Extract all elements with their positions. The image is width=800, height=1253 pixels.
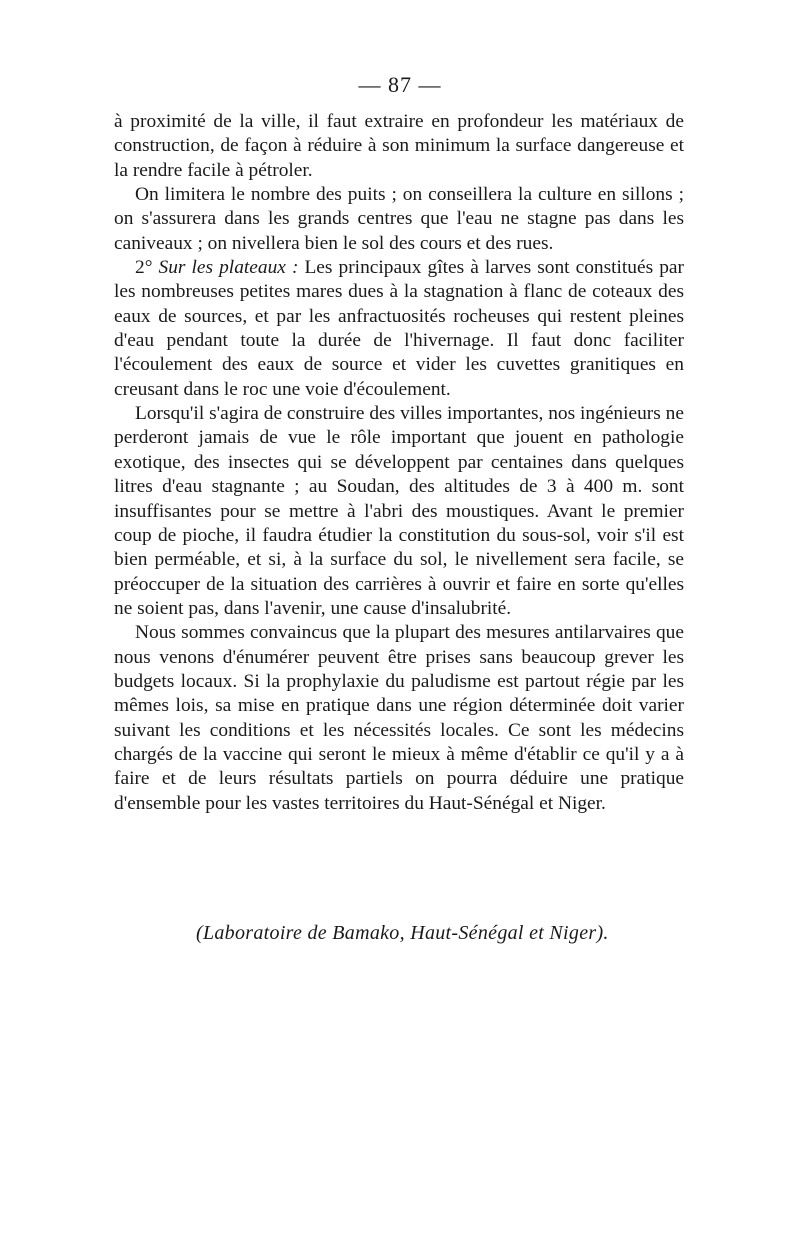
paragraph-1: à proximité de la ville, il faut extraire en profondeur les matériaux de construction, de façon à réduire à son minimum la surface dangereuse et la rendre facile à pétroler. bbox=[114, 111, 684, 181]
signature-line: (Laboratoire de Bamako, Haut-Sénégal et Niger). bbox=[196, 922, 609, 944]
section-number: 2° bbox=[135, 257, 159, 279]
paragraph-3 bbox=[114, 256, 684, 402]
paragraph-2: On limitera le nombre des puits ; on conseillera la culture en sillons ; on s'assurera dans les grands centres que l'eau ne stagne pas dans les caniveaux ; on nivellera bien le sol des cours et des rues. bbox=[114, 184, 684, 254]
paragraph-3-text: Les principaux gîtes à larves sont constitués par les nombreuses petites mares dues à la stagnation à flanc de coteaux des eaux de sources, et par les anfractuosités rocheuses qui restent pleines d'eau pendant toute la durée de l'hivernage. Il faut donc faciliter l'écoulement des eaux de source et vider les cuvettes granitiques en creusant dans le roc une voie d'écoulement. bbox=[114, 257, 684, 400]
section-heading: Sur les plateaux : bbox=[158, 257, 299, 279]
body-text bbox=[114, 110, 684, 816]
paragraph-4: Lorsqu'il s'agira de construire des villes importantes, nos ingénieurs ne perderont jamais de vue le rôle important que jouent en pathologie exotique, des insectes qui se développent par centaines dans quelques litres d'eau stagnante ; au Soudan, des altitudes de 3 à 400 m. sont insuffisantes pour se mettre à l'abri des moustiques. Avant le premier coup de pioche, il faudra étudier la constitution du sous-sol, voir s'il est bien perméable, et si, à la surface du sol, le nivellement sera facile, se préoccuper de la situation des carrières à ouvrir et faire en sorte qu'elles ne soient pas, dans l'avenir, une cause d'insalubrité. bbox=[114, 403, 684, 619]
paragraph-5: Nous sommes convaincus que la plupart des mesures antilarvaires que nous venons d'énumérer peuvent être prises sans beaucoup grever les budgets locaux. Si la prophylaxie du paludisme est partout régie par les mêmes lois, sa mise en pratique dans une région déterminée doit varier suivant les conditions et les nécessités locales. Ce sont les médecins chargés de la vaccine qui seront le mieux à même d'établir ce qu'il y a à faire et de leurs résultats partiels on pourra déduire une pratique d'ensemble pour les vastes territoires du Haut-Sénégal et Niger. bbox=[114, 622, 684, 814]
page-number: — 87 — bbox=[358, 72, 442, 97]
